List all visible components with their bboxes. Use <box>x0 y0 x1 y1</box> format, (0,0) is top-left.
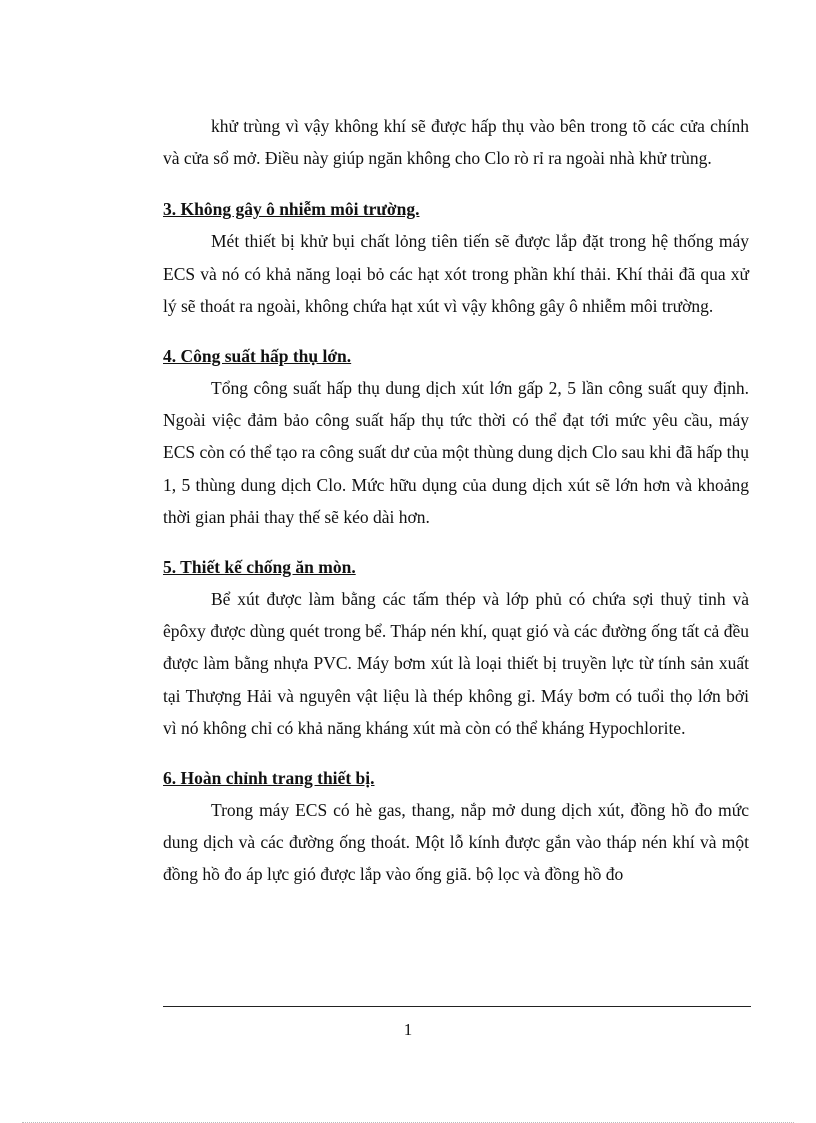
document-body <box>163 110 749 891</box>
section-heading-4: 4. Công suất hấp thụ lớn. <box>163 346 352 367</box>
continuation-paragraph: khử trùng vì vậy không khí sẽ được hấp thụ vào bên trong tõ các cửa chính và cửa sổ mở. Điều này giúp ngăn không cho Clo rò rỉ ra ngoài nhà khử trùng. <box>163 116 749 169</box>
section-heading-3: 3. Không gây ô nhiễm môi trường. <box>163 199 420 220</box>
section-body-3: Mét thiết bị khử bụi chất lỏng tiên tiến sẽ được lắp đặt trong hệ thống máy ECS và nó có khả năng loại bỏ các hạt xót trong phần khí thải. Khí thải đã qua xử lý sẽ thoát ra ngoài, không chứa hạt xút vì vậy không gây ô nhiễm môi trường. <box>163 231 749 316</box>
page-number: 1 <box>403 1020 413 1039</box>
section-body-6: Trong máy ECS có hè gas, thang, nắp mở dung dịch xút, đồng hồ đo mức dung dịch và các đường ống thoát. Một lỗ kính được gắn vào tháp nén khí và một đồng hồ đo áp lực gió được lắp vào ống giã. bộ lọc và đồng hồ đo <box>163 800 749 885</box>
section-heading-5: 5. Thiết kế chống ăn mòn. <box>163 557 356 578</box>
section-body-5: Bể xút được làm bằng các tấm thép và lớp phủ có chứa sợi thuỷ tinh và êpôxy được dùng quét trong bể. Tháp nén khí, quạt gió và các đường ống tất cả đều được làm bằng nhựa PVC. Máy bơm xút là loại thiết bị truyền lực từ tính sản xuất tại Thượng Hải và nguyên vật liệu là thép không gỉ. Máy bơm có tuổi thọ lớn bởi vì nó không chỉ có khả năng kháng xút mà còn có thể kháng Hypochlorite. <box>163 589 749 738</box>
footer-divider <box>163 1006 751 1007</box>
section-heading-6: 6. Hoàn chỉnh trang thiết bị. <box>163 768 375 789</box>
section-body-4: Tổng công suất hấp thụ dung dịch xút lớn gấp 2, 5 lần công suất quy định. Ngoài việc đảm bảo công suất hấp thụ tức thời có thể đạt tới mức yêu cầu, máy ECS còn có thể tạo ra công suất dư của một thùng dung dịch Clo sau khi đã hấp thụ 1, 5 thùng dung dịch Clo. Mức hữu dụng của dung dịch xút sẽ lớn hơn và khoảng thời gian phải thay thế sẽ kéo dài hơn. <box>163 378 749 527</box>
